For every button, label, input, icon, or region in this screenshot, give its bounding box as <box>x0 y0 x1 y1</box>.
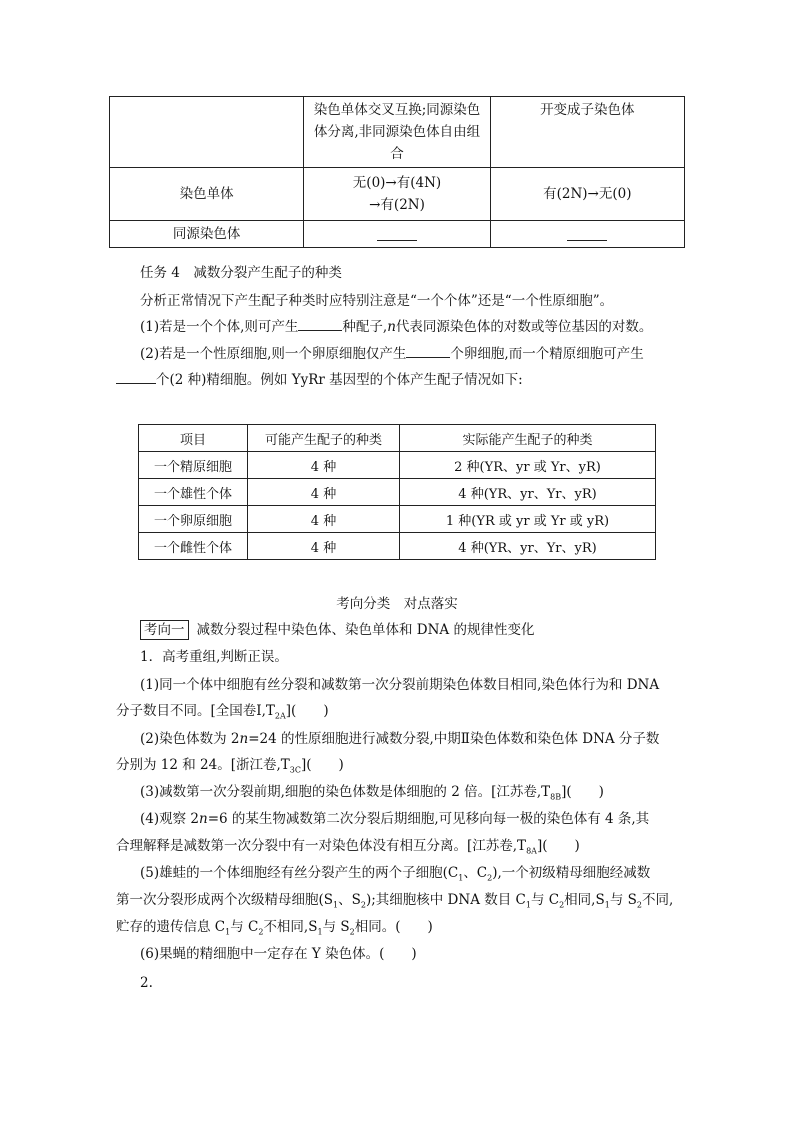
table-row <box>110 221 685 248</box>
table-row <box>139 479 656 506</box>
question-item <box>116 700 696 728</box>
answer-blank-cell <box>490 221 684 248</box>
table-cell: 1 种(YR 或 yr 或 Yr 或 yR) <box>400 506 656 533</box>
text: ),一个初级精母细胞经减数 <box>492 865 651 881</box>
answer-paren[interactable]: ]( ) <box>285 703 329 719</box>
question-item: (6)果蝇的精细胞中一定存在 Y 染色体。( ) <box>140 946 417 962</box>
text: 相同,S <box>564 892 605 908</box>
text: 分子数目不同。[全国卷Ⅰ,T <box>116 703 275 719</box>
text: n <box>387 319 396 335</box>
table-cell <box>304 168 490 221</box>
text: 与 S <box>609 892 637 908</box>
table-cell <box>110 97 304 168</box>
text: (3)减数第一次分裂前期,细胞的染色体数是体细胞的 2 倍。[江苏卷,T <box>140 784 551 800</box>
table-cell: 4 种(YR、yr、Yr、yR) <box>400 479 656 506</box>
table-cell: 一个雄性个体 <box>139 479 248 506</box>
table-header-row <box>139 425 656 452</box>
text: 、C <box>463 865 488 881</box>
table-cell: 2 种(YR、yr 或 Yr、yR) <box>400 452 656 479</box>
comparison-table <box>109 96 685 248</box>
answer-blank[interactable] <box>406 343 450 358</box>
question-item: (1)同一个体中细胞有丝分裂和减数第一次分裂前期染色体数目相同,染色体行为和 DNA <box>140 677 660 693</box>
text: n <box>199 811 208 827</box>
cell-line: →有(2N) <box>369 197 425 213</box>
text: 1 <box>225 927 231 937</box>
text: 个(2 种)精细胞。例如 YyRr 基因型的个体产生配子情况如下: <box>156 372 523 388</box>
text: (2)染色体数为 2 <box>140 731 240 747</box>
gamete-table <box>138 424 656 560</box>
table-cell: 同源染色体 <box>110 221 304 248</box>
answer-blank[interactable] <box>298 316 342 331</box>
table-row <box>139 452 656 479</box>
table-row <box>110 168 685 221</box>
table-cell: 一个卵原细胞 <box>139 506 248 533</box>
table-cell: 一个精原细胞 <box>139 452 248 479</box>
text: 第一次分裂形成两个次级精母细胞(S <box>116 892 334 908</box>
table-cell: 4 种 <box>248 506 400 533</box>
text: 与 S <box>322 919 350 935</box>
text: 1 <box>458 873 464 883</box>
text: (1)若是一个个体,则可产生 <box>140 319 299 335</box>
task-intro: 分析正常情况下产生配子种类时应特别注意是“一个个体”还是“一个性原细胞”。 <box>140 293 614 309</box>
text: 不同, <box>641 892 674 908</box>
text: 2 <box>258 927 264 937</box>
text: 分别为 12 和 24。[浙江卷,T <box>116 757 290 773</box>
question-item <box>140 808 690 830</box>
text: 种配子, <box>342 319 388 335</box>
text: 不相同,S <box>263 919 318 935</box>
question-item <box>116 835 696 863</box>
table-cell: 一个雌性个体 <box>139 533 248 560</box>
table-row <box>139 506 656 533</box>
answer-paren[interactable]: 相同。( ) <box>354 919 433 935</box>
task-paragraph <box>116 369 696 391</box>
kaoxiang-title: 减数分裂过程中染色体、染色单体和 DNA 的规律性变化 <box>196 622 535 638</box>
answer-paren[interactable]: ]( ) <box>301 757 344 773</box>
text: 与 C <box>530 892 560 908</box>
text: 1 <box>525 900 531 910</box>
table-row <box>110 97 685 168</box>
table-cell: 开变成子染色体 <box>490 97 684 168</box>
table-cell: 4 种 <box>248 452 400 479</box>
text: 2 <box>360 900 366 910</box>
task-paragraph <box>140 316 690 338</box>
text: 8B <box>550 792 562 802</box>
text: 2 <box>636 900 642 910</box>
table-cell: 4 种 <box>248 533 400 560</box>
table-cell: 染色单体 <box>110 168 304 221</box>
text: (2)若是一个性原细胞,则一个卵原细胞仅产生 <box>140 346 407 362</box>
question-stem: 1．高考重组,判断正误。 <box>140 649 288 665</box>
question-item <box>116 754 696 782</box>
table-cell: 有(2N)→无(0) <box>490 168 684 221</box>
text: );其细胞核中 DNA 数目 C <box>365 892 526 908</box>
answer-blank-cell <box>304 221 490 248</box>
text: (5)雄蛙的一个体细胞经有丝分裂产生的两个子细胞(C <box>140 865 459 881</box>
table-cell: 4 种(YR、yr、Yr、yR) <box>400 533 656 560</box>
question-item <box>140 728 690 750</box>
question-item <box>140 862 690 890</box>
text: =6 的某生物减数第二次分裂后期细胞,可见移向每一极的染色体有 4 条,其 <box>207 811 650 827</box>
question-item <box>140 781 690 809</box>
text: 个卵细胞,而一个精原细胞可产生 <box>450 346 644 362</box>
answer-blank[interactable] <box>116 369 156 384</box>
table-cell: 4 种 <box>248 479 400 506</box>
text: 1 <box>317 927 323 937</box>
column-header: 实际能产生配子的种类 <box>400 425 656 452</box>
text: 3C <box>289 765 302 775</box>
section-title: 考向分类 对点落实 <box>336 596 458 612</box>
answer-blank[interactable] <box>377 228 417 241</box>
text: 代表同源染色体的对数或等位基因的对数。 <box>395 319 653 335</box>
text: 贮存的遗传信息 C <box>116 919 226 935</box>
task-heading: 任务 4 减数分裂产生配子的种类 <box>140 265 342 281</box>
text: 合理解释是减数第一次分裂中有一对染色体没有相互分离。[江苏卷,T <box>116 838 527 854</box>
text: 2 <box>487 873 493 883</box>
text: 与 C <box>230 919 259 935</box>
text: 2 <box>559 900 565 910</box>
kaoxiang-tag: 考向一 <box>140 620 189 640</box>
text: =24 的性原细胞进行减数分裂,中期Ⅱ染色体数和染色体 DNA 分子数 <box>248 731 660 747</box>
column-header: 项目 <box>139 425 248 452</box>
text: 2A <box>274 711 286 721</box>
answer-paren[interactable]: ]( ) <box>561 784 604 800</box>
task-paragraph <box>140 343 690 365</box>
text: 8A <box>526 846 537 856</box>
text: 1 <box>333 900 339 910</box>
text: 2 <box>349 927 355 937</box>
question-item <box>116 916 696 944</box>
text: 1 <box>604 900 610 910</box>
kaoxiang-heading <box>140 619 690 641</box>
cell-line: 无(0)→有(4N) <box>352 175 442 191</box>
answer-paren[interactable]: ]( ) <box>536 838 580 854</box>
question-item <box>116 889 696 917</box>
text: 、S <box>338 892 361 908</box>
question-stem: 2. <box>140 975 153 991</box>
column-header: 可能产生配子的种类 <box>248 425 400 452</box>
text: n <box>239 731 249 747</box>
text: (4)观察 2 <box>140 811 200 827</box>
answer-blank[interactable] <box>567 228 607 241</box>
table-row <box>139 533 656 560</box>
table-cell: 染色单体交叉互换;同源染色体分离,非同源染色体自由组合 <box>304 97 490 168</box>
